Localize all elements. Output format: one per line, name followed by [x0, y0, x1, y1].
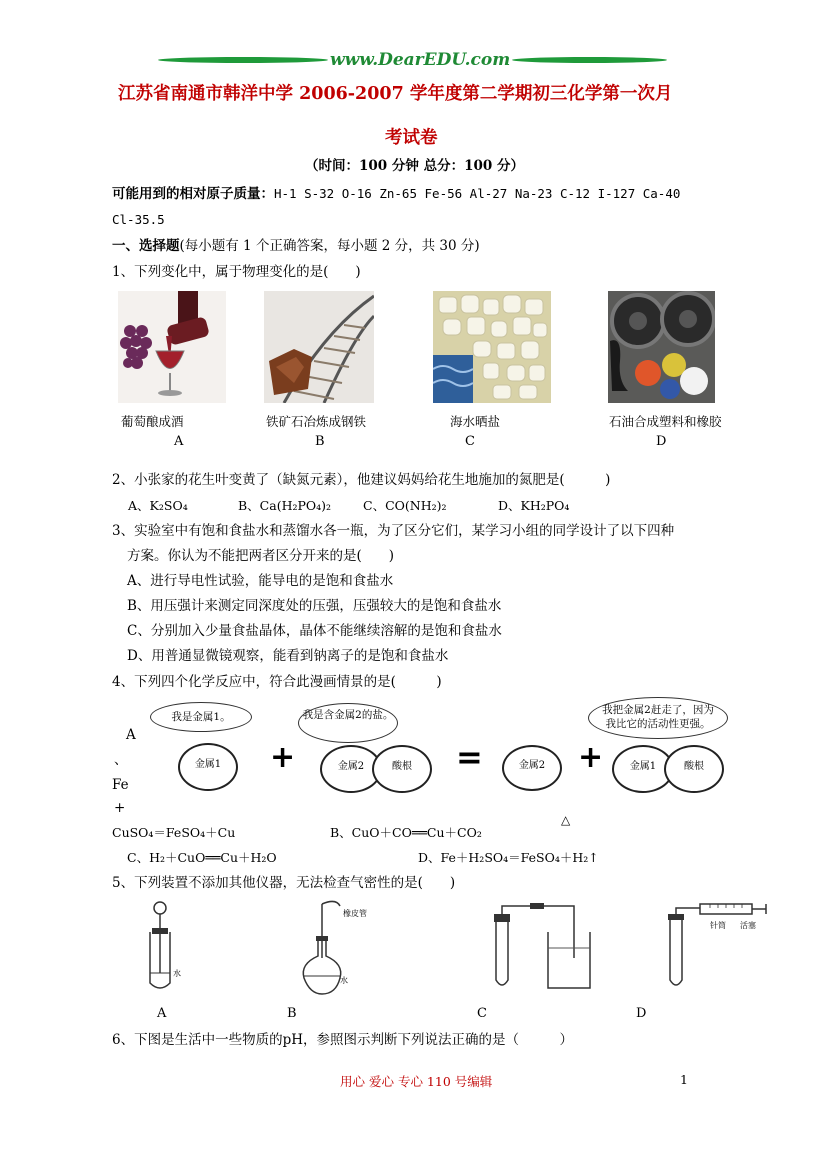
q5-label-rubber: 橡皮管 — [343, 909, 367, 918]
footer-text: 用心 爱心 专心 110 号编辑 — [340, 1074, 493, 1089]
sea-salt-picture — [433, 291, 551, 403]
site-name: www.DearEDU.com — [330, 50, 511, 70]
q1-image-wine — [118, 291, 226, 403]
railway-ore-picture — [264, 291, 374, 403]
q4-left-plus: + — [114, 800, 126, 816]
q4-plus-2: + — [578, 740, 604, 775]
atomic-mass-values: H-1 S-32 O-16 Zn-65 Fe-56 Al-27 Na-23 C-12 I-127 Ca-40 — [274, 186, 681, 201]
q1-letter-a: A — [174, 434, 184, 449]
q4-ball-acid-new: 酸根 — [664, 745, 724, 793]
q1-letter-c: C — [465, 434, 475, 449]
q3-stem-line1: 3、实验室中有饱和食盐水和蒸馏水各一瓶，为了区分它们，某学习小组的同学设计了以下四种 — [112, 523, 675, 539]
header-decor-left — [158, 57, 328, 63]
q4-left-a: A — [126, 727, 136, 743]
q1-image-rail — [264, 291, 374, 403]
q4-ball-metal1-new: 金属1 — [612, 745, 674, 793]
q4-bubble-salt: 我是含金属2的盐。 — [298, 703, 398, 743]
q5-stem: 5、下列装置不添加其他仪器，无法检查气密性的是( ) — [112, 875, 456, 891]
q5-letter-d: D — [636, 1006, 647, 1021]
q4-option-d: D、Fe＋H₂SO₄＝FeSO₄＋H₂↑ — [418, 850, 599, 865]
q3-stem-line2: 方案。你认为不能把两者区分开来的是( ) — [127, 548, 395, 564]
q3-option-b: B、用压强计来测定同深度处的压强，压强较大的是饱和食盐水 — [127, 598, 502, 614]
grape-wine-picture — [118, 291, 226, 403]
q1-caption-a: 葡萄酿成酒 — [121, 414, 184, 429]
atomic-mass-line1 — [112, 184, 680, 204]
q4-option-b: B、CuO＋CO══Cu＋CO₂ — [330, 825, 482, 840]
q4-stem: 4、下列四个化学反应中，符合此漫画情景的是( ) — [112, 674, 442, 690]
q4-left-fe: Fe — [112, 777, 129, 793]
q2-option-c: C、CO(NH₂)₂ — [363, 498, 447, 513]
q4-equals: = — [456, 738, 483, 776]
q5-label-water-b: 水 — [340, 976, 348, 985]
q4-ball-acid: 酸根 — [372, 745, 432, 793]
q4-bubble-replace: 我把金属2赶走了，因为我比它的活动性更强。 — [588, 697, 728, 739]
q4-option-c: C、H₂＋CuO══Cu＋H₂O — [127, 850, 277, 865]
q2-option-b: B、Ca(H₂PO₄)₂ — [238, 498, 332, 513]
q2-stem: 2、小张家的花生叶变黄了（缺氮元素），他建议妈妈给花生地施加的氮肥是( ) — [112, 472, 611, 488]
q3-option-c: C、分别加入少量食盐晶体，晶体不能继续溶解的是饱和食盐水 — [127, 623, 502, 639]
q1-image-plastic — [608, 291, 715, 403]
q4-ball-metal1: 金属1 — [178, 743, 238, 791]
page-number: 1 — [680, 1072, 688, 1087]
section1-heading-line — [112, 236, 480, 256]
time-info: （时间：100 分钟 总分：100 分） — [305, 158, 524, 174]
section1-note: (每小题有 1 个正确答案，每小题 2 分，共 30 分) — [179, 238, 480, 254]
atomic-mass-label: 可能用到的相对原子质量： — [112, 186, 274, 202]
q4-option-a: CuSO₄＝FeSO₄＋Cu — [112, 825, 236, 840]
page-title-line2: 考试卷 — [385, 128, 438, 148]
q1-letter-d: D — [656, 434, 667, 449]
q5-apparatus-c — [484, 898, 594, 993]
q2-option-d: D、KH₂PO₄ — [498, 498, 570, 513]
q1-stem: 1、下列变化中，属于物理变化的是( ) — [112, 264, 361, 280]
q5-apparatus-d — [660, 898, 770, 993]
q4-plus: + — [270, 740, 296, 775]
q5-label-syringe: 针筒 — [710, 921, 726, 930]
q3-option-a: A、进行导电性试验，能导电的是饱和食盐水 — [127, 573, 394, 589]
q1-letter-b: B — [315, 434, 325, 449]
q5-letter-c: C — [477, 1006, 487, 1021]
section1-heading: 一、选择题 — [112, 238, 180, 254]
q5-label-water-a: 水 — [173, 969, 181, 978]
q4-triangle: △ — [561, 813, 571, 827]
q5-apparatus-a — [140, 898, 190, 998]
q4-ball-metal2-freed: 金属2 — [502, 745, 562, 791]
atomic-mass-line2: Cl-35.5 — [112, 212, 165, 227]
q2-option-a: A、K₂SO₄ — [128, 498, 188, 513]
q1-caption-d: 石油合成塑料和橡胶 — [609, 414, 722, 429]
q5-letter-a: A — [157, 1006, 167, 1021]
q6-stem: 6、下图是生活中一些物质的pH，参照图示判断下列说法正确的是（ ） — [112, 1032, 574, 1048]
header-decor-right — [512, 57, 667, 63]
q4-bubble-metal1: 我是金属1。 — [150, 702, 252, 732]
q1-image-salt — [433, 291, 551, 403]
q5-letter-b: B — [287, 1006, 297, 1021]
q4-ball-metal2: 金属2 — [320, 745, 382, 793]
q3-option-d: D、用普通显微镜观察，能看到钠离子的是饱和食盐水 — [127, 648, 449, 664]
tyres-balls-picture — [608, 291, 715, 403]
q5-label-plunger: 活塞 — [740, 921, 756, 930]
q1-caption-c: 海水晒盐 — [450, 414, 501, 429]
q4-left-comma: 、 — [114, 752, 128, 768]
q1-caption-b: 铁矿石冶炼成钢铁 — [266, 414, 367, 429]
page-title-line1: 江苏省南通市韩洋中学 2006-2007 学年度第二学期初三化学第一次月 — [118, 84, 673, 104]
